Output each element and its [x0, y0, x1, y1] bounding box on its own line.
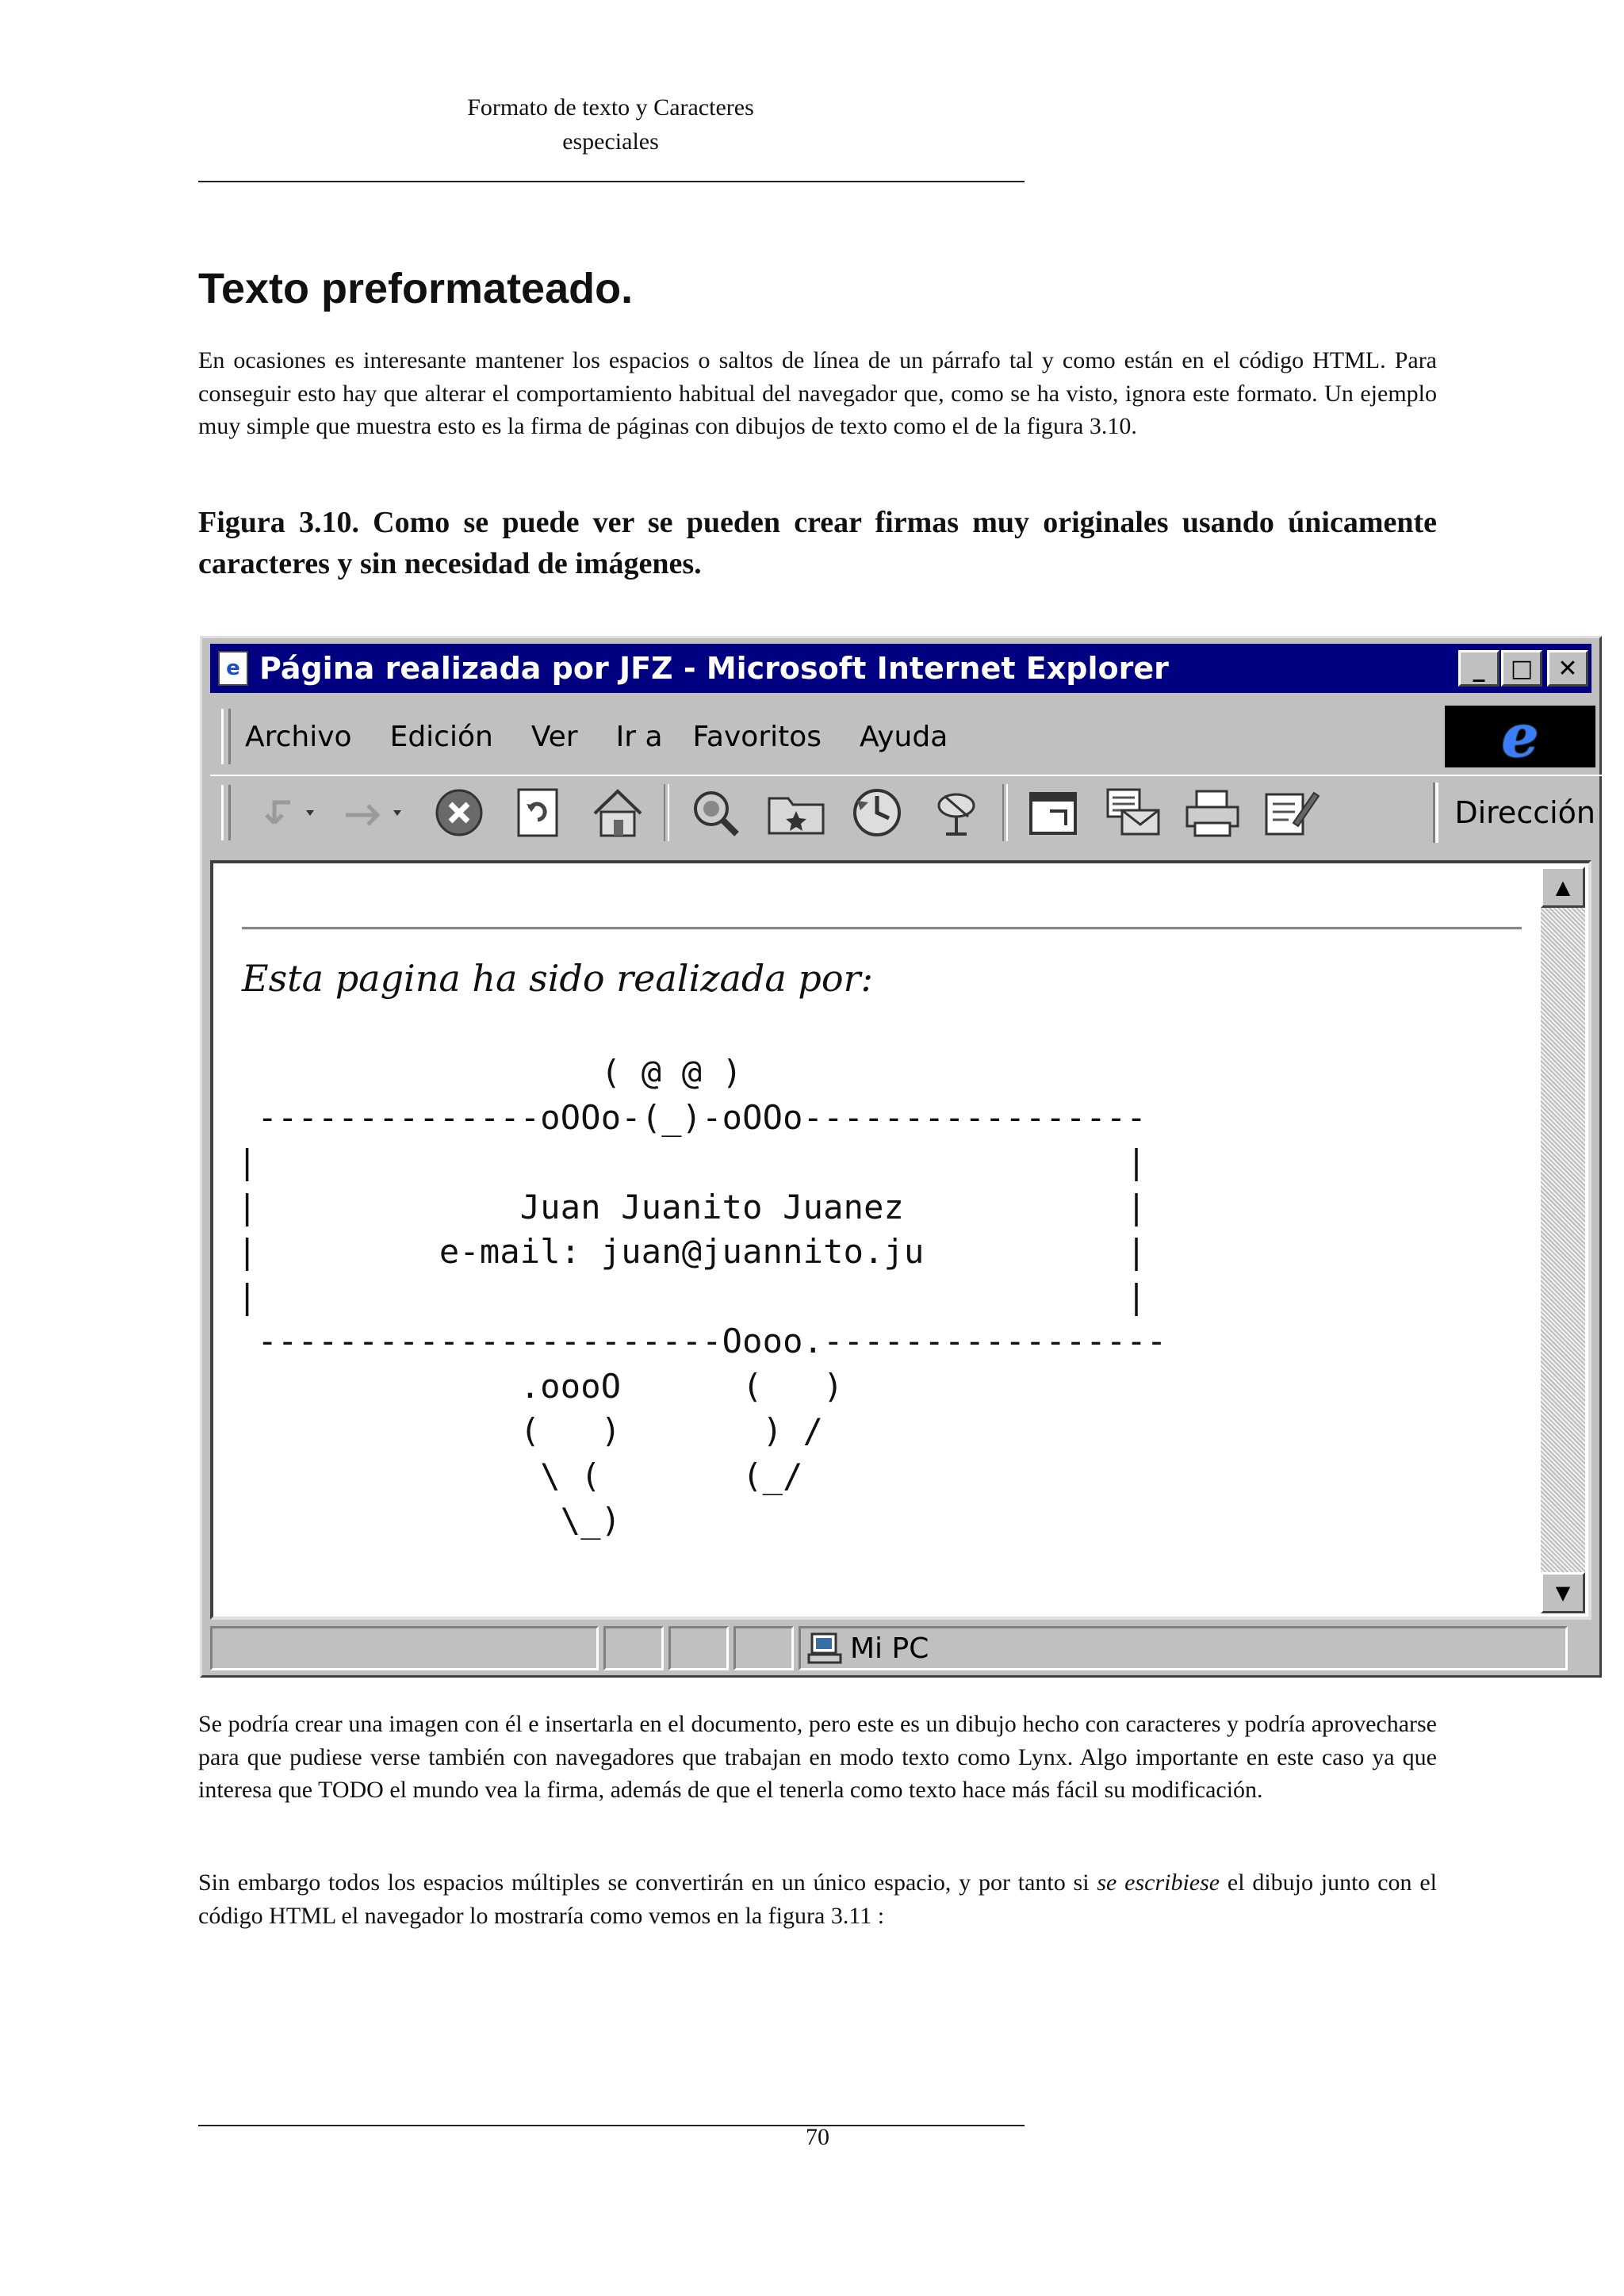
- window-title: Página realizada por JFZ - Microsoft Internet Explorer: [259, 651, 1169, 686]
- address-label: Dirección: [1435, 783, 1595, 843]
- menubar-grip[interactable]: [221, 709, 231, 764]
- menu-ver[interactable]: Ver: [530, 720, 578, 753]
- menu-ayuda[interactable]: Ayuda: [860, 720, 948, 753]
- page-viewport: [210, 860, 1591, 1620]
- scroll-up-button[interactable]: ▲: [1541, 867, 1585, 908]
- figure-caption: [198, 502, 1437, 584]
- print-icon[interactable]: [1173, 785, 1252, 840]
- close-button[interactable]: ✕: [1547, 650, 1588, 687]
- toolbar-separator: [1002, 784, 1008, 841]
- page-number: 70: [806, 2124, 829, 2150]
- stop-icon[interactable]: [419, 785, 499, 840]
- toolbar-grip[interactable]: [221, 785, 231, 840]
- after-paragraph-2-start: Sin embargo todos los espacios múltiples se convertirán en un único espacio, y por tanto si: [198, 1869, 1097, 1896]
- status-panel: [603, 1626, 664, 1670]
- menu-favoritos[interactable]: Favoritos: [692, 720, 822, 753]
- status-bar: [210, 1626, 1591, 1670]
- status-panel-main: [210, 1626, 599, 1670]
- menu-ir-a[interactable]: Ir a: [615, 720, 663, 753]
- after-paragraph-2-end: el dibujo junto con el código HTML el navegador lo mostraría como vemos en la figura 3.11 :: [198, 1869, 1437, 1929]
- refresh-icon[interactable]: [499, 785, 578, 840]
- scroll-down-button[interactable]: ▼: [1541, 1572, 1585, 1613]
- search-icon[interactable]: [676, 785, 755, 840]
- fullscreen-icon[interactable]: [1014, 785, 1094, 840]
- title-bar: [210, 644, 1591, 693]
- ie-document-icon: e: [218, 651, 248, 686]
- intro-paragraph: En ocasiones es interesante mantener los espacios o saltos de línea de un párrafo tal y como están en el código HTML. Para conseguir esto hay que alterar el comportamiento habitual del navegador que, como se ha visto, ignora este formato. Un ejemplo muy simple que muestra esto es la firma de páginas con dibujos de texto como el de la figura 3.10.: [198, 347, 1437, 439]
- mail-icon[interactable]: [1094, 785, 1173, 840]
- minimize-button[interactable]: _: [1458, 650, 1500, 687]
- home-icon[interactable]: [578, 785, 657, 840]
- figure-caption-text: Como se puede ver se pueden crear firmas muy originales usando únicamente caracteres y sin necesidad de imágenes.: [198, 506, 1437, 580]
- ie-logo-icon: e: [1445, 706, 1595, 767]
- page-heading: Esta pagina ha sido realizada por:: [242, 957, 874, 1000]
- content-horizontal-rule: [242, 927, 1522, 930]
- history-icon[interactable]: [837, 785, 917, 840]
- section-title: Texto preformateado.: [198, 265, 634, 312]
- status-panel: [668, 1626, 729, 1670]
- after-paragraph-1: Se podría crear una imagen con él e insertarla en el documento, pero este es un dibujo hecho con caracteres y podría aprovecharse para que pudiese verse también con navegadores que trabajan en modo texto como Lynx. Algo importante en este caso ya que interesa que TODO el mundo vea la firma, además de que el tenerla como texto hace más fácil su modificación.: [198, 1711, 1437, 1803]
- menu-edicion[interactable]: Edición: [389, 720, 493, 753]
- my-computer-icon: [807, 1632, 842, 1664]
- forward-icon[interactable]: [332, 785, 419, 840]
- status-zone-panel: [799, 1626, 1568, 1670]
- after-paragraph-2: [198, 1866, 1437, 1932]
- browser-window-screenshot: [200, 636, 1602, 1678]
- emphasis-se-escribiese: se escribiese: [1097, 1869, 1220, 1896]
- figure-label: Figura 3.10.: [198, 506, 359, 539]
- toolbar-separator: [664, 784, 669, 841]
- vertical-scrollbar[interactable]: [1541, 867, 1585, 1613]
- status-panel: [733, 1626, 794, 1670]
- channels-icon[interactable]: [917, 785, 996, 840]
- back-icon[interactable]: [245, 785, 332, 840]
- header-rule: [198, 181, 1025, 182]
- edit-icon[interactable]: [1252, 785, 1331, 840]
- toolbar: [210, 775, 1607, 849]
- running-header-line2: especiales: [562, 128, 659, 155]
- favorites-icon[interactable]: [755, 785, 837, 840]
- running-header-line1: Formato de texto y Caracteres: [467, 94, 754, 121]
- menu-archivo[interactable]: Archivo: [245, 720, 352, 753]
- ascii-signature: ( @ @ ) --------------oOOo-(_)-oOOo----------------- | | | Juan Juanito Juanez | | e-mail: juan@juannito.ju | | | -----------------------Oooo.----------------- .oooO ( ) ( ) ) / \ ( (_/ \_): [237, 1053, 1167, 1540]
- running-header: [198, 90, 1023, 159]
- status-zone-label: Mi PC: [850, 1632, 929, 1665]
- caption-buttons: [1458, 650, 1588, 687]
- maximize-button[interactable]: □: [1501, 650, 1542, 687]
- menu-bar: [210, 704, 1607, 769]
